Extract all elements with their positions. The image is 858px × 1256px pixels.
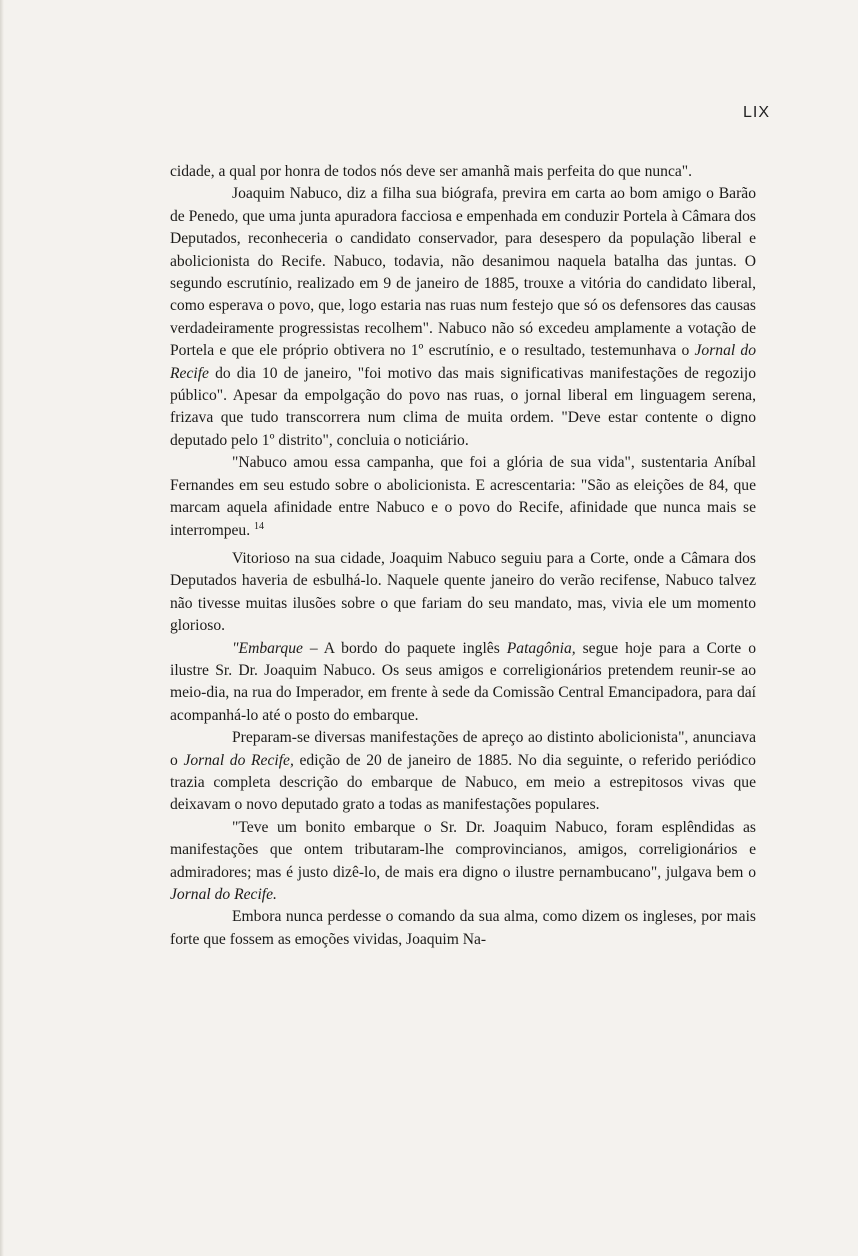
- footnote-ref: 14: [254, 520, 265, 532]
- page-number: LIX: [742, 104, 770, 121]
- paragraph-p6: [170, 727, 756, 817]
- text-run: segue hoje para a Corte o ilustre Sr. Dr. Joaquim Nabuco. Os seus amigos e correligionários pretendem reunir-se ao meio-dia, na rua do Imperador, em frente à sede da Comissão Central Emancipadora, para daí acompanhá-lo até o posto do embarque.: [170, 639, 756, 724]
- text-run: "Nabuco amou essa campanha, que foi a glória de sua vida", sustentaria Aníbal Fernandes em seu estudo sobre o abolicionista. E acrescentaria: "São as eleições de 84, que marcam aquela afinidade entre Nabuco e o povo do Recife, afinidade que nunca mais se interrompeu.: [170, 454, 756, 539]
- italic-text: Patagônia,: [506, 639, 576, 657]
- paragraph-p2: [170, 183, 756, 452]
- italic-text: Jornal do Recife.: [170, 886, 277, 903]
- italic-text: Jornal do Recife: [170, 342, 756, 382]
- paragraph-p7: [170, 817, 756, 907]
- text-run: – A bordo do paquete inglês: [302, 639, 507, 657]
- text-run: "Teve um bonito embarque o Sr. Dr. Joaquim Nabuco, foram esplêndidas as manifestações que ontem tributaram-lhe comprovincianos, amigos, correligionários e admiradores; mas é justo dizê-lo, de mais era digno o ilustre pernambucano", julgava bem o: [170, 818, 756, 881]
- body-text: [170, 161, 756, 951]
- page-edge-shadow: [0, 0, 4, 1256]
- text-run: cidade, a qual por honra de todos nós deve ser amanhã mais perfeita do que nunca".: [170, 163, 693, 180]
- paragraph-p5: [170, 638, 756, 728]
- paragraph-p3: [170, 452, 756, 542]
- text-run: Vitorioso na sua cidade, Joaquim Nabuco seguiu para a Corte, onde a Câmara dos Deputados haveria de esbulhá-lo. Naquele quente janeiro do verão recifense, Nabuco talvez não tivesse muitas ilusões sobre o que fariam do seu mandato, mas, vivia ele um momento glorioso.: [170, 549, 756, 635]
- text-run: edição de 20 de janeiro de 1885. No dia seguinte, o referido periódico trazia completa descrição do embarque de Nabuco, em meio a estrepitosos vivas que deixavam o novo deputado grato a todas as manifestações populares.: [170, 751, 756, 814]
- italic-text: Jornal do Recife,: [183, 751, 294, 769]
- text-run: Embora nunca perdesse o comando da sua alma, como dizem os ingleses, por mais forte que fossem as emoções vividas, Joaquim Na-: [170, 908, 756, 948]
- text-run: Joaquim Nabuco, diz a filha sua biógrafa, previra em carta ao bom amigo o Barão de Penedo, que uma junta apuradora facciosa e empenhada em conduzir Portela à Câmara dos Deputados, reconheceria o candidato conservador, para desespero da população liberal e abolicionista do Recife. Nabuco, todavia, não desanimou naquela batalha das juntas. O segundo escrutínio, realizado em 9 de janeiro de 1885, trouxe a vitória do candidato liberal, como esperava o povo, que, logo estaria nas ruas num festejo que só os defensores das causas verdadeiramente progressistas recolhem". Nabuco não só excedeu amplamente a votação de Portela e que ele próprio obtivera no 1º escrutínio, e o resultado, testemunhava o: [170, 185, 756, 360]
- paragraph-p1: [170, 161, 756, 183]
- paragraph-p4: [170, 548, 756, 638]
- text-run: do dia 10 de janeiro, "foi motivo das mais significativas manifestações de regozijo público". Apesar da empolgação do povo nas ruas, o jornal liberal em linguagem serena, frizava que tudo transcorrera num clima de muita ordem. "Deve estar contente o digno deputado pelo 1º distrito", concluia o noticiário.: [170, 364, 756, 449]
- italic-text: "Embarque: [232, 639, 303, 657]
- paragraph-p8: [170, 906, 756, 951]
- text-run: Preparam-se diversas manifestações de apreço ao distinto abolicionista", anunciava o: [170, 729, 756, 769]
